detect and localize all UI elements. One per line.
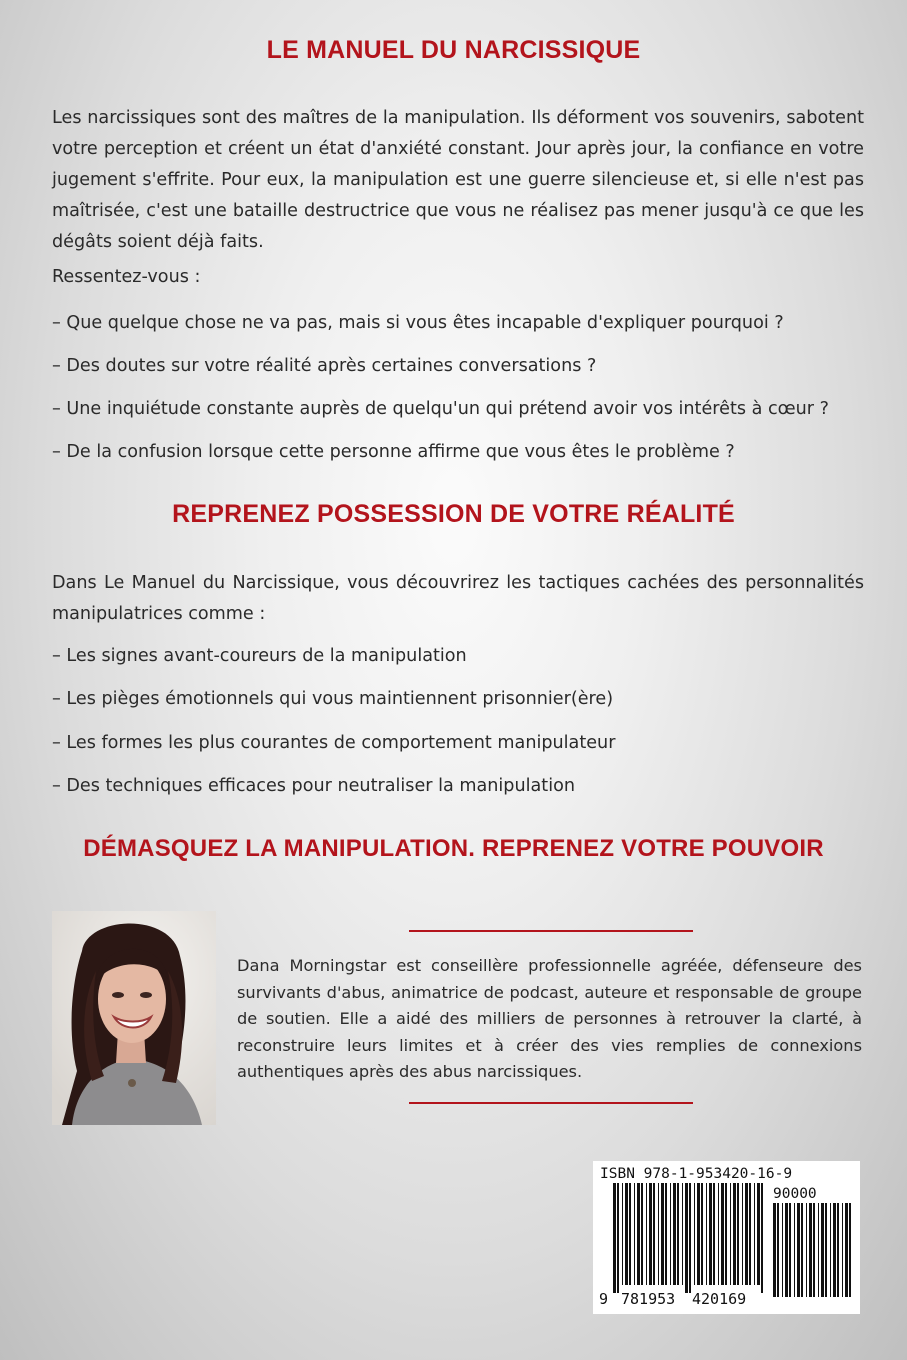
barcode-bar <box>754 1183 755 1285</box>
tactic-item: – Les formes les plus courantes de comportement manipulateur <box>52 733 616 753</box>
bio-top-divider <box>409 930 693 932</box>
barcode-bar <box>821 1203 824 1297</box>
question-item: – Des doutes sur votre réalité après certaines conversations ? <box>52 356 597 376</box>
barcode-bar <box>837 1203 839 1297</box>
barcode-bar <box>661 1183 664 1285</box>
barcode-bar <box>833 1203 836 1297</box>
section2-intro: Dans Le Manuel du Narcissique, vous découvrirez les tactiques cachées des personnalités manipulatrices comme : <box>52 573 864 624</box>
barcode-bar <box>749 1183 751 1285</box>
book-title-heading: LE MANUEL DU NARCISSIQUE <box>266 36 641 64</box>
barcode-bar <box>794 1203 795 1297</box>
barcode-bar <box>682 1183 683 1285</box>
barcode-bar <box>789 1203 791 1297</box>
barcode-bar <box>813 1203 815 1297</box>
price-code: 90000 <box>773 1186 817 1202</box>
barcode-bar <box>782 1203 783 1297</box>
barcode-bar <box>685 1183 688 1293</box>
barcode-bar <box>761 1183 763 1293</box>
barcode-digits-right: 420169 <box>692 1290 747 1308</box>
barcode-bar <box>653 1183 655 1285</box>
question-item: – Une inquiétude constante auprès de quelqu'un qui prétend avoir vos intérêts à cœur ? <box>52 399 829 419</box>
barcode-bar <box>785 1203 788 1297</box>
barcode-bar <box>673 1183 676 1285</box>
section-heading-reality: REPRENEZ POSSESSION DE VOTRE RÉALITÉ <box>172 500 735 528</box>
barcode-bar <box>801 1203 803 1297</box>
tactic-item: – Les pièges émotionnels qui vous maintiennent prisonnier(ère) <box>52 689 614 709</box>
author-photo <box>52 911 216 1125</box>
barcode-bar <box>670 1183 671 1285</box>
barcode-bar <box>745 1183 748 1285</box>
bio-bottom-divider <box>409 1102 693 1104</box>
barcode-bar <box>825 1203 827 1297</box>
barcode-bar <box>845 1203 848 1297</box>
barcode-bar <box>649 1183 652 1285</box>
barcode-bar <box>706 1183 707 1285</box>
barcode-bar <box>721 1183 724 1285</box>
barcode-bar <box>773 1203 776 1297</box>
barcode-bar <box>641 1183 643 1285</box>
barcode-bar <box>637 1183 640 1285</box>
barcode-bar <box>658 1183 659 1285</box>
barcode-bar <box>818 1203 819 1297</box>
barcode-bar <box>797 1203 800 1297</box>
barcode-bar <box>777 1203 779 1297</box>
barcode-bar <box>842 1203 843 1297</box>
barcode-bar <box>730 1183 731 1285</box>
barcode-bar <box>701 1183 703 1285</box>
barcode-bar <box>709 1183 712 1285</box>
barcode-bar <box>689 1183 691 1293</box>
barcode-bars <box>613 1183 763 1293</box>
isbn-barcode <box>593 1161 860 1314</box>
barcode-bar <box>677 1183 679 1285</box>
barcode-bar <box>737 1183 739 1285</box>
barcode-bar <box>809 1203 812 1297</box>
barcode-bar <box>806 1203 807 1297</box>
barcode-bar <box>725 1183 727 1285</box>
section-heading-power: DÉMASQUEZ LA MANIPULATION. REPRENEZ VOTRE POUVOIR <box>83 835 824 862</box>
question-lead: Ressentez-vous : <box>52 267 201 287</box>
question-item: – De la confusion lorsque cette personne affirme que vous êtes le problème ? <box>52 442 735 462</box>
barcode-bar <box>849 1203 851 1297</box>
barcode-bar <box>629 1183 631 1285</box>
intro-paragraph: Les narcissiques sont des maîtres de la manipulation. Ils déforment vos souvenirs, sabotent votre perception et créent un état d'anxiété constant. Jour après jour, la confiance en votre jugement s'effrite. Pour eux, la manipulation est une guerre silencieuse et, si elle n'est pas maîtrisée, c'est une bataille destructrice que vous ne réalisez pas mener jusqu'à ce que les dégâts soient déjà faits. <box>52 108 864 252</box>
tactic-item: – Les signes avant-coureurs de la manipulation <box>52 646 467 666</box>
question-item: – Que quelque chose ne va pas, mais si vous êtes incapable d'expliquer pourquoi ? <box>52 313 784 333</box>
barcode-bar <box>733 1183 736 1285</box>
isbn-number: ISBN 978-1-953420-16-9 <box>600 1166 793 1182</box>
barcode-digit-first: 9 <box>599 1290 609 1308</box>
barcode-bar <box>617 1183 619 1293</box>
barcode-bar <box>646 1183 647 1285</box>
barcode-digits-left: 781953 <box>621 1290 676 1308</box>
barcode-bar <box>634 1183 635 1285</box>
barcode-bar <box>613 1183 616 1293</box>
barcode-bar <box>665 1183 667 1285</box>
barcode-bar <box>625 1183 628 1285</box>
barcode-bar <box>713 1183 715 1285</box>
barcode-bar <box>757 1183 760 1285</box>
barcode-bar <box>718 1183 719 1285</box>
barcode-bar <box>697 1183 700 1285</box>
author-bio: Dana Morningstar est conseillère professionnelle agréée, défenseure des survivants d'abus, animatrice de podcast, auteure et responsable de groupe de soutien. Elle a aidé des milliers de personnes à retrouver la clarté, à reconstruire leurs limites et à créer des vies remplies de connexions authentiques après des abus narcissiques. <box>237 956 862 1081</box>
barcode-bar <box>742 1183 743 1285</box>
tactic-item: – Des techniques efficaces pour neutraliser la manipulation <box>52 776 576 796</box>
barcode-bar <box>622 1183 623 1285</box>
barcode-bar <box>830 1203 831 1297</box>
price-addon-bars <box>773 1203 851 1297</box>
barcode-bar <box>694 1183 695 1285</box>
